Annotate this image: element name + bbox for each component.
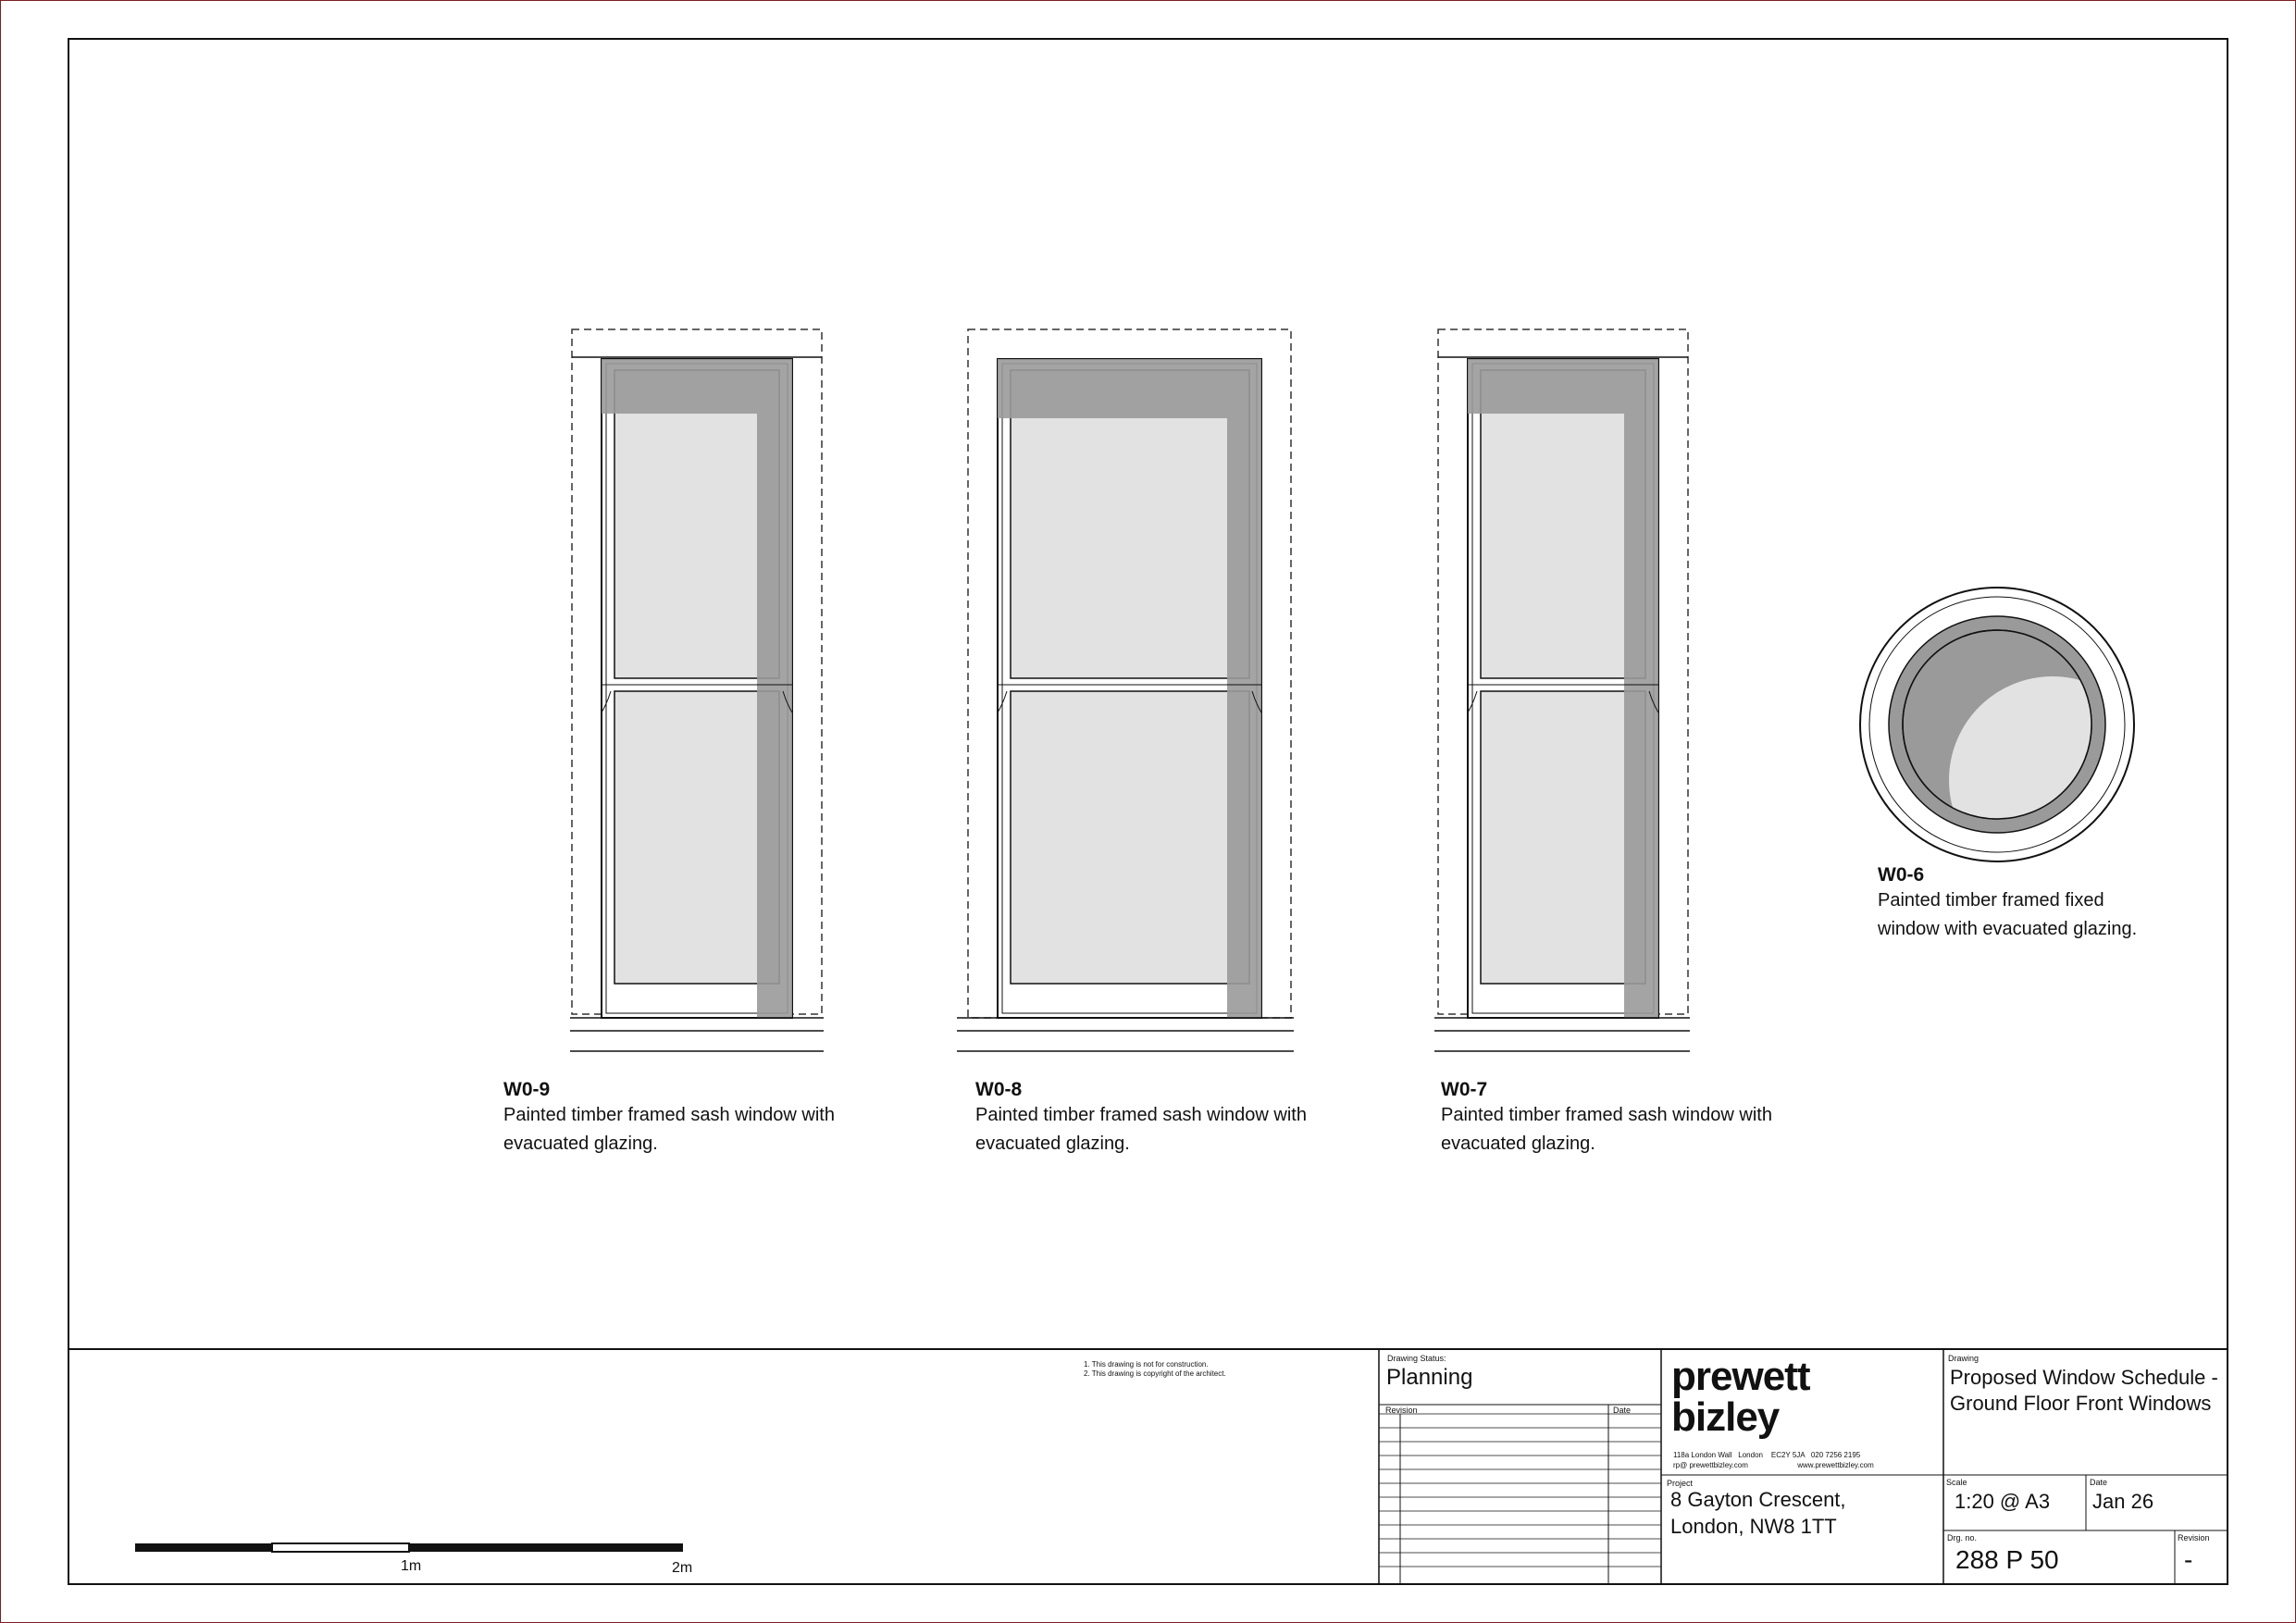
scale-bar: [135, 1543, 683, 1552]
revision-field-label: Revision: [2178, 1533, 2210, 1542]
note-item: 1. This drawing is not for construction.: [1084, 1360, 1209, 1369]
date-field-label: Date: [2090, 1478, 2108, 1487]
window-description: Painted timber framed sash window with evacuated glazing.: [1441, 1105, 1772, 1154]
scale-label-2m: 2m: [672, 1560, 693, 1576]
revision-value: -: [2184, 1545, 2193, 1574]
brand-logo: [1671, 1354, 1810, 1440]
window-w0-8-elevation: [957, 329, 1294, 1051]
brand-line-1: prewett: [1671, 1354, 1810, 1399]
drg-no-label: Drg. no.: [1947, 1533, 1978, 1542]
date-value: Jan 26: [2092, 1490, 2154, 1513]
revision-table-rows: [1379, 1414, 1661, 1567]
drawing-status-label: Drawing Status:: [1387, 1354, 1446, 1363]
window-label-w0-6: [1878, 864, 2165, 944]
drawing-status: Planning: [1386, 1365, 1473, 1390]
project-label: Project: [1667, 1479, 1694, 1488]
drawing-number: 288 P 50: [1955, 1545, 2059, 1574]
window-id: W0-8: [975, 1079, 1023, 1100]
window-description: Painted timber framed fixed window with evacuated glazing.: [1878, 890, 2138, 939]
brand-line-2: bizley: [1671, 1394, 1780, 1440]
drawing-title: Proposed Window Schedule - Ground Floor Front Windows: [1950, 1366, 2218, 1415]
drawing-label: Drawing: [1948, 1354, 1980, 1363]
window-id: W0-6: [1878, 864, 1925, 886]
window-description: Painted timber framed sash window with evacuated glazing.: [503, 1105, 835, 1154]
window-w0-7-elevation: [1434, 329, 1690, 1051]
scale-field-label: Scale: [1946, 1478, 1967, 1487]
window-w0-6-elevation: [1860, 588, 2156, 884]
project-address: 8 Gayton Crescent, London, NW8 1TT: [1670, 1488, 1846, 1538]
revision-column-label: Revision: [1385, 1406, 1418, 1415]
window-label-w0-8: [975, 1079, 1346, 1158]
scale-value: 1:20 @ A3: [1955, 1490, 2051, 1513]
window-label-w0-9: [503, 1079, 874, 1158]
notes: [1084, 1360, 1226, 1379]
window-w0-9-elevation: [570, 329, 824, 1051]
office-address: 118a London Wall London EC2Y 5JA 020 7256 2195: [1673, 1451, 1861, 1459]
office-contact: rp@ prewettbizley.com www.prewettbizley.com: [1673, 1461, 1874, 1469]
scale-label-1m: 1m: [401, 1558, 422, 1574]
window-label-w0-7: [1441, 1079, 1811, 1158]
window-id: W0-9: [503, 1079, 551, 1100]
date-column-label: Date: [1613, 1406, 1632, 1415]
window-description: Painted timber framed sash window with evacuated glazing.: [975, 1105, 1307, 1154]
note-item: 2. This drawing is copyright of the architect.: [1084, 1369, 1226, 1378]
window-id: W0-7: [1441, 1079, 1488, 1100]
